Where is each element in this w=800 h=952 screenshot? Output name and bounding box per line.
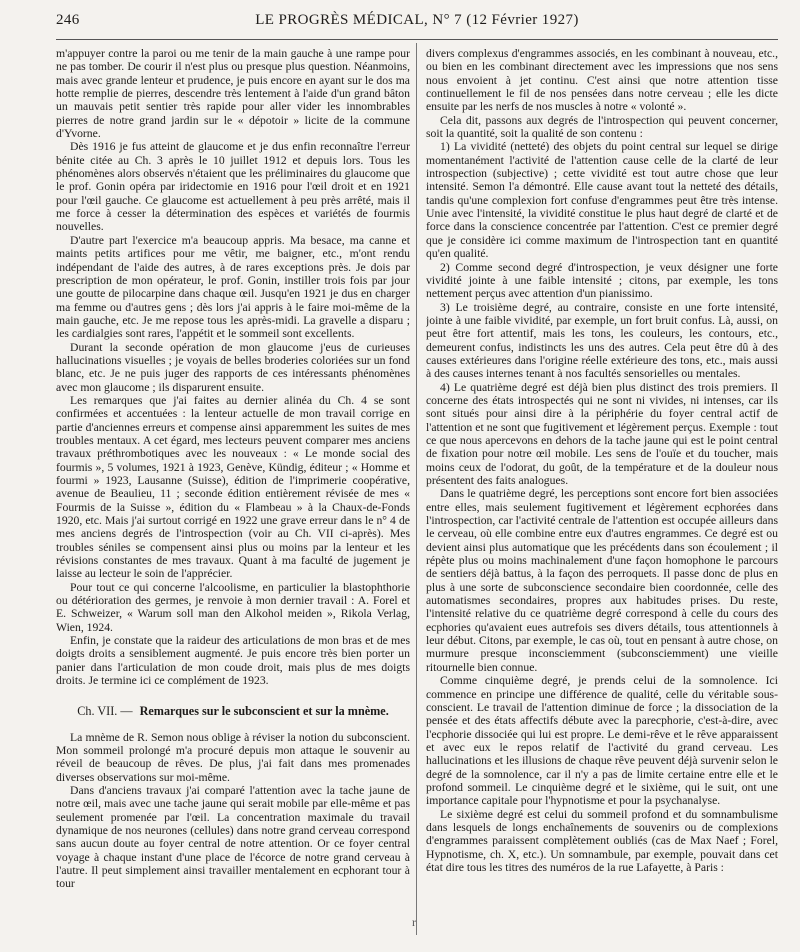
chapter-heading xyxy=(56,704,410,718)
chapter-title: Remarques sur le subconscient et sur la mnème. xyxy=(139,703,389,718)
paragraph: Dans le quatrième degré, les perceptions sont encore fort bien associées entre elles, mais seulement fugitivement et légèrement ecphorées dans l'introspection, car l'activité centrale de l'attention est occupée ailleurs dans le cerveau, où elle combine entre eux d'autres engrammes. Ce degré est ou devient ainsi plus automatique que les précédents dans son écoulement ; il répète plus ou moins machinalement d'une façon homophone le parcours de sentiers déjà battus, à la façon des perroquets. Il passe donc de plus en plus à une sorte de subconscience secondaire bien coordonnée, celle des automatismes secondaires, propres aux habitudes prises. Du reste, l'intensité relative du ce quatrième degré correspond à celle du cours des ecphories qu'avaient eues autrefois ses divers détails, tous attentionnels à leur début. Citons, par exemple, le cas où, tout en pensant à autre chose, on murmure presque inconsciemment (subconsciemment) une vieille ritournelle bien connue. xyxy=(426,487,778,674)
paragraph: Durant la seconde opération de mon glaucome j'eus de curieuses hallucinations visuelles ; je voyais de belles broderies coloriées sur un fond blanc, etc. Je ne puis juger des rapports de ces intéressants phénomènes avec mon glaucome ; ils disparurent ensuite. xyxy=(56,340,410,394)
header-rule xyxy=(56,39,778,40)
paragraph: Comme cinquième degré, je prends celui de la somnolence. Ici commence en principe une différence de qualité, celle du véritable sous-conscient. Le travail de l'attention diminue de force ; la dissociation de la pensée et des états affectifs débute avec la parecphorie, c'est-à-dire, avec l'ecphorie dissociée qui lui est propre. Le demi-rêve et le rêve apparaissent et avec eux le repos relatif de l'activité du grand cerveau. Les hallucinations et les illusions de chaque rêve peuvent déjà survenir selon le degré de la somnolence, car il n'y a pas de limite certaine entre elle et le profond sommeil. Le cinquième degré et le sixième, qui le suit, ont une importance capitale pour l'hypnotisme et pour la psychanalyse. xyxy=(426,674,778,808)
page-number: 246 xyxy=(56,12,80,28)
paragraph: Les remarques que j'ai faites au dernier alinéa du Ch. 4 se sont confirmées et accentuées : la lenteur actuelle de mon travail corrige en partie d'anciennes erreurs et compense ainsi apparemment les suites de mes troubles mentaux. A cet égard, mes lecteurs peuvent comparer mes anciens travaux préthrombotiques avec les nouveaux : « Le monde social des fourmis », 5 volumes, 1921 à 1923, Genève, Kündig, éditeur ; « Homme et fourmi » 1923, Lausanne (Suisse), édition de l'imprimerie coopérative, avenue de Beaulieu, 11 ; seconde édition entièrement révisée de mes « Fourmis de la Suisse », édition du « Flambeau » à la Chaux-de-Fonds 1920, etc. Mais j'ai surtout corrigé en 1922 une grave erreur dans le n° 4 de mes anciens degrés de l'introspection (voir au Ch. VII ci-après). Mes troubles séniles se compensent ainsi plus ou moins par la lenteur et les révisions constantes de mes travaux. Quant à ma faculté de jugement je laisse au lecteur le soin de l'apprécier. xyxy=(56,393,410,581)
column-divider xyxy=(416,43,417,935)
paragraph: Le sixième degré est celui du sommeil profond et du somnambulisme dans lesquels de longs enchaînements de souvenirs ou de complexions d'engrammes paraissent complètement oubliés (cas de Max Naef ; Forel, Hypnotisme, ch. X, etc.). Un somnambule, par exemple, pouvait dans cet état dire tous les titres des numéros de la rue Lafayette, à Paris : xyxy=(426,807,778,874)
chapter-number: Ch. VII. — xyxy=(77,703,133,718)
paragraph: Cela dit, passons aux degrés de l'introspection qui peuvent concerner, soit la quantité, soit la qualité de son contenu : xyxy=(426,113,778,141)
paragraph: 2) Comme second degré d'introspection, je veux désigner une forte vividité jointe à une faible intensité ; citons, par exemple, les tons nettement perçus avec attention d'un pianissimo. xyxy=(426,260,778,301)
signature-mark: r xyxy=(412,915,416,929)
paragraph: Enfin, je constate que la raideur des articulations de mon bras et de mes doigts droits a sensiblement augmenté. Je puis encore très bien porter un panier dans l'articulation de mon coude droit, mais plus de mes doigts droits. Je termine ici ce complément de 1923. xyxy=(56,634,410,688)
journal-title: LE PROGRÈS MÉDICAL, N° 7 (12 Février 1927) xyxy=(255,12,579,28)
paragraph: Pour tout ce qui concerne l'alcoolisme, en particulier la blastophthorie ou détérioration des germes, je renvoie à mon dernier travail : A. Forel et E. Schweizer, « Warum soll man den Alkohol meiden », Rikola Verlag, Wien, 1924. xyxy=(56,580,410,634)
left-column xyxy=(56,47,410,937)
paragraph: D'autre part l'exercice m'a beaucoup appris. Ma besace, ma canne et maints petits artifices pour me vêtir, me baigner, etc., m'ont rendu indépendant de l'aide des autres, à de rares exceptions près. Je dois par prescription de mon opérateur, le prof. Gonin, instiller trois fois par jour une goutte de pilocarpine dans chaque œil. Jusqu'en 1921 je dus en charger ma femme ou d'autres gens ; dès lors j'ai appris à le faire moi-même de la main gauche, etc. Je me repose tous les après-midi. La gravelle a disparu ; les cardialgies sont rares, l'appétit et le sommeil sont excellents. xyxy=(56,233,410,341)
paragraph: Dans d'anciens travaux j'ai comparé l'attention avec la tache jaune de notre œil, mais avec une tache jaune qui serait mobile par elle-même et pas seulement promenée par l'œil. La concentration maximale du travail dynamique de nos neurones (cellules) dans notre grand cerveau correspond sans aucun doute au foyer central de notre attention. Or ce foyer central voyage à chaque instant d'une place de l'écorce de notre grand cerveau à l'autre. Il peut simplement ainsi travailler mentalement en ecphorant tour à tour xyxy=(56,783,410,891)
paragraph: 1) La vividité (netteté) des objets du point central sur lequel se dirige momentanément l'activité de l'attention cause celle de la clarté de leur introspection (subjective) ; cette vividité est tout autre chose que leur intensité. Semon l'a démontré. Elle cause avant tout la netteté des détails, tandis qu'une complexion fort confuse d'engrammes peut être très intense. Unie avec l'intensité, la vividité constitue le plus haut degré de clarté et de force dans la conscience concentrée par l'attention. C'est ce premier degré que je considère ici comme maximum de l'introspection tant en quantité qu'en qualité. xyxy=(426,140,778,261)
paragraph: La mnème de R. Semon nous oblige à réviser la notion du subconscient. Mon sommeil prolongé m'a procuré depuis mon attaque le souvenir au réveil de beaucoup de rêves. De plus, j'ai fait dans mes promenades diverses observations sur moi-même. xyxy=(56,730,410,784)
paragraph: 4) Le quatrième degré est déjà bien plus distinct des trois premiers. Il concerne des états introspectés qui ne sont ni vivides, ni intenses, car ils sont situés pour ainsi dire à la périphérie du foyer central actif de l'attention et ne sont que fugitivement et légèrement perçus. Exemple : tout ce que nous apercevons en dehors de la tache jaune qui est le point central de fixation pour notre œil mobile. Les sens de l'ouïe et du toucher, mais moins ceux de l'odorat, du goût, de la température et de la douleur nous présentent des faits analogues. xyxy=(426,380,778,487)
paragraph: divers complexus d'engrammes associés, en les combinant à nouveau, etc., ou bien en les combinant directement avec les impressions que nos sens nous envoient à jet continu. C'est ainsi que notre attention tisse continuellement le fil de nos pensées dans notre cerveau ; elle les dicte ensuite par les nerfs de nos muscles à notre « volonté ». xyxy=(426,47,778,114)
paragraph: m'appuyer contre la paroi ou me tenir de la main gauche à une rampe pour ne pas tomber. De courir il n'est plus ou presque plus question. Néanmoins, mais avec grande lenteur et prudence, je puis encore en ayant sur le dos ma hotte remplie de pierres, descendre très lentement à l'aide d'un grand bâton un mauvais petit sentier très rapide pour aller vider les innombrables pierres de notre grand jardin sur le « dépotoir » licite de la commune d'Yvorne. xyxy=(56,47,410,141)
right-column xyxy=(426,47,778,937)
paragraph: 3) Le troisième degré, au contraire, consiste en une forte intensité, jointe à une faible vividité, par exemple, un fort bruit confus. Là, aussi, on peut être fort attentif, mais les tons, les couleurs, les contours, etc., demeurent confus, indistincts les uns des autres. Cela peut être dû à des causes extérieures dans l'origine réelle extérieure des tons, etc., mais aussi à des causes internes tenant à nos facultés sensorielles ou mentales. xyxy=(426,300,778,381)
running-head xyxy=(56,12,778,32)
paragraph: Dès 1916 je fus atteint de glaucome et je dus enfin reconnaître l'erreur bénite citée au Ch. 3 après le 10 juillet 1912 et depuis lors. Tous les phénomènes alors observés n'étaient que les préliminaires du glaucome que le prof. Gonin opéra par iridectomie en 1916 pour l'œil droit et en 1921 pour l'œil gauche. Ce glaucome est actuellement à peu près arrêté, mais il me force à cesser la détermination des espèces et variétés de fourmis nouvelles. xyxy=(56,140,410,234)
